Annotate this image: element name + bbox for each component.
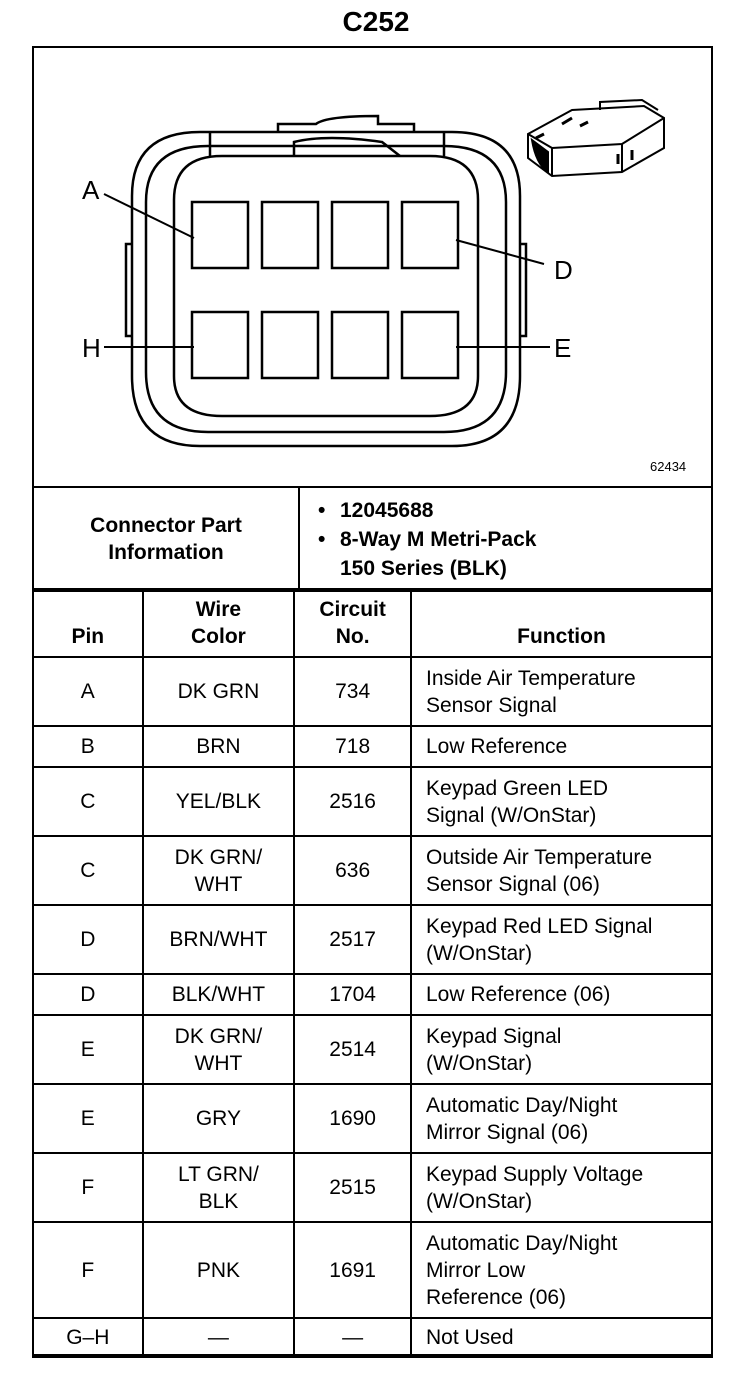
wire-color-text: DK GRN/ [174, 1024, 263, 1048]
function-cell [411, 767, 712, 836]
wire-color-cell [143, 1015, 295, 1084]
table-row [33, 767, 712, 836]
function-cell [411, 1222, 712, 1318]
table-row [33, 657, 712, 726]
circuit-cell: — [294, 1318, 411, 1357]
circuit-cell: 2516 [294, 767, 411, 836]
table-row [33, 1015, 712, 1084]
wire-color-text: DK GRN [177, 680, 260, 703]
connector-housing [132, 132, 520, 446]
function-text: (W/OnStar) [425, 1051, 533, 1075]
cavity-h [192, 312, 248, 378]
function-cell [411, 657, 712, 726]
circuit-cell: 2515 [294, 1153, 411, 1222]
pin-cell: C [33, 836, 143, 905]
cavity-d [402, 202, 458, 268]
pin-label-d: D [554, 255, 573, 285]
function-text: Keypad Green LED [425, 776, 609, 800]
pin-cell: G–H [33, 1318, 143, 1357]
connector-3d-sketch [528, 100, 664, 176]
wire-color-text: WHT [194, 1051, 243, 1075]
function-text: Sensor Signal (06) [425, 872, 600, 896]
pin-cell: F [33, 1222, 143, 1318]
figure-code: 62434 [650, 459, 687, 474]
function-text: Inside Air Temperature [425, 666, 636, 690]
wire-color-text: WHT [194, 872, 243, 896]
header-wire-line2: Color [191, 625, 246, 648]
wire-color-text: DK GRN/ [174, 845, 263, 869]
function-cell [411, 974, 712, 1015]
wire-color-text: BLK/WHT [171, 983, 266, 1006]
cavity-a [192, 202, 248, 268]
pin-label-h: H [82, 333, 101, 363]
header-function: Function [411, 589, 712, 657]
wire-color-text: YEL/BLK [175, 790, 262, 813]
cavity-e [402, 312, 458, 378]
function-text: Automatic Day/Night [425, 1231, 618, 1255]
pinout-rows [33, 657, 712, 1357]
circuit-cell: 1691 [294, 1222, 411, 1318]
function-cell [411, 1318, 712, 1357]
table-row [33, 1222, 712, 1318]
function-cell [411, 726, 712, 767]
circuit-cell: 1690 [294, 1084, 411, 1153]
function-text: Keypad Signal [425, 1024, 562, 1048]
header-pin: Pin [33, 589, 143, 657]
header-wire-line1: Wire [195, 598, 242, 621]
connector-info-label-line1: Connector Part [90, 514, 242, 537]
circuit-cell: 636 [294, 836, 411, 905]
pin-label-a: A [82, 175, 100, 205]
wire-color-cell [143, 767, 295, 836]
header-circuit-line1: Circuit [319, 598, 386, 621]
connector-type: • 8-Way M Metri-Pack [340, 525, 710, 554]
function-text: Not Used [425, 1326, 514, 1349]
function-text: Sensor Signal [425, 693, 557, 717]
connector-info-table [32, 486, 713, 592]
wire-color-text: BRN [196, 735, 241, 758]
circuit-cell: 2514 [294, 1015, 411, 1084]
function-text: Mirror Signal (06) [425, 1120, 589, 1144]
part-number: • 12045688 [340, 496, 710, 525]
function-text: Keypad Red LED Signal [425, 914, 653, 938]
function-text: Low Reference [425, 735, 568, 758]
wire-color-cell [143, 1222, 295, 1318]
table-row [33, 1084, 712, 1153]
pin-cell: E [33, 1015, 143, 1084]
connector-info-label [33, 487, 299, 591]
function-text: Mirror Low [425, 1258, 526, 1282]
function-cell [411, 905, 712, 974]
wire-color-cell [143, 1318, 295, 1357]
header-circuit [294, 589, 411, 657]
table-row [33, 1153, 712, 1222]
function-cell [411, 1015, 712, 1084]
wire-color-text: BLK [198, 1189, 239, 1213]
pin-cell: D [33, 905, 143, 974]
function-text: Automatic Day/Night [425, 1093, 618, 1117]
circuit-cell: 2517 [294, 905, 411, 974]
function-cell [411, 1084, 712, 1153]
wire-color-cell [143, 1153, 295, 1222]
function-text: Outside Air Temperature [425, 845, 653, 869]
function-text: Low Reference (06) [425, 983, 611, 1006]
function-text: (W/OnStar) [425, 941, 533, 965]
pin-cell: C [33, 767, 143, 836]
connector-series: 150 Series (BLK) [340, 556, 507, 580]
function-text: Keypad Supply Voltage [425, 1162, 644, 1186]
wire-color-text: — [207, 1326, 229, 1349]
pin-cell: D [33, 974, 143, 1015]
connector-title: C252 [342, 6, 410, 37]
function-text: Signal (W/OnStar) [425, 803, 597, 827]
connector-info-values [299, 487, 712, 591]
function-text: (W/OnStar) [425, 1189, 533, 1213]
pin-cell: B [33, 726, 143, 767]
wire-color-cell [143, 726, 295, 767]
pin-cell: A [33, 657, 143, 726]
wire-color-cell [143, 1084, 295, 1153]
pin-label-e: E [554, 333, 572, 363]
connector-info-label-line2: Information [108, 541, 224, 564]
pin-cell: E [33, 1084, 143, 1153]
wire-color-text: GRY [195, 1107, 241, 1130]
function-cell [411, 1153, 712, 1222]
wire-color-text: BRN/WHT [169, 928, 268, 951]
wire-color-text: LT GRN/ [177, 1162, 259, 1186]
wire-color-cell [143, 657, 295, 726]
circuit-cell: 734 [294, 657, 411, 726]
connector-diagram [32, 46, 713, 486]
wire-color-cell [143, 974, 295, 1015]
wire-color-cell [143, 905, 295, 974]
circuit-cell: 718 [294, 726, 411, 767]
wire-color-text: PNK [196, 1258, 240, 1282]
table-row [33, 905, 712, 974]
circuit-cell: 1704 [294, 974, 411, 1015]
table-row [33, 836, 712, 905]
table-row [33, 726, 712, 767]
function-cell [411, 836, 712, 905]
function-text: Reference (06) [425, 1285, 567, 1309]
wire-color-cell [143, 836, 295, 905]
header-wire-color [143, 589, 295, 657]
pin-cell: F [33, 1153, 143, 1222]
pinout-table [32, 588, 713, 1358]
table-row [33, 974, 712, 1015]
table-row [33, 1318, 712, 1357]
header-circuit-line2: No. [335, 625, 370, 648]
